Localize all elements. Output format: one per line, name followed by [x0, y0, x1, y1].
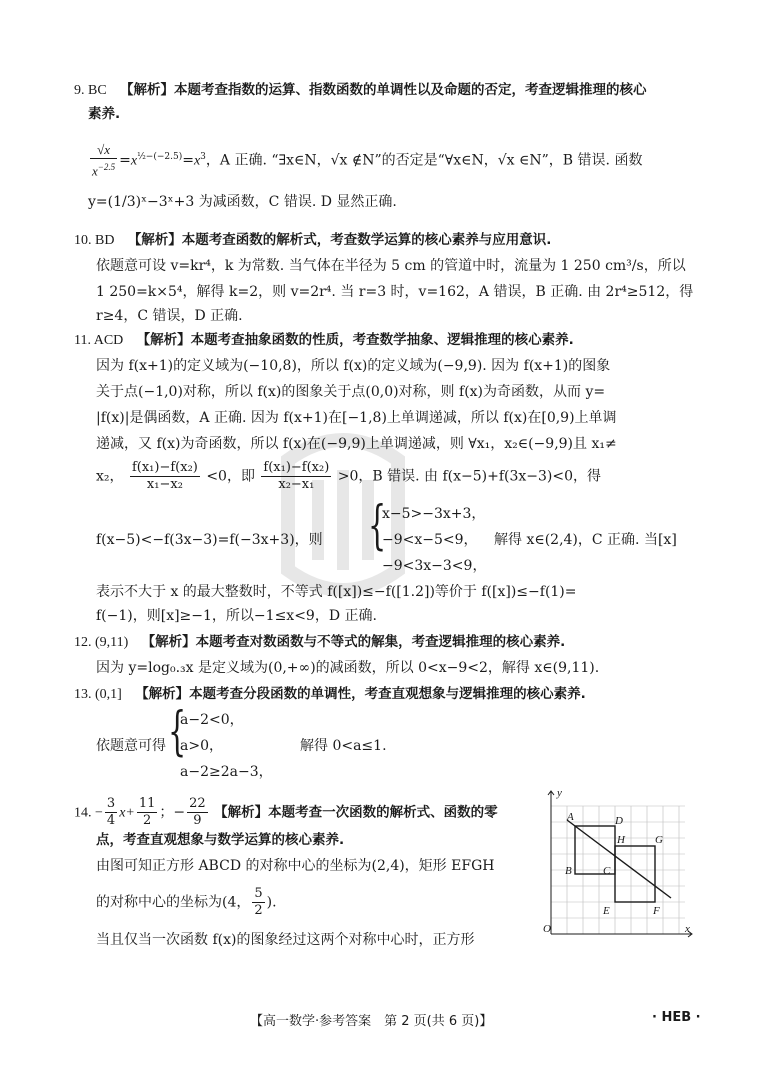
q11-system-1: x−5>−3x+3， — [382, 506, 486, 522]
q11-line7: 表示不大于 x 的最大整数时，不等式 f([x])≤−f([1.2])等价于 f([x])≤−f(1)= — [96, 584, 577, 600]
q10-line2: 1 250=k×5⁴，解得 k=2，则 v=2r⁴. 当 r=3 时，v=162，A 错误，B 正确. 由 2r⁴≥512，得 — [96, 284, 694, 300]
q14-mid: x+ — [119, 805, 135, 821]
q9-heading-cont: 素养. — [88, 106, 121, 122]
q11-line4: 递减，又 f(x)为奇函数，所以 f(x)在(−9,9)上单调递减，则 ∀x₁，x₂∈(−9,9)且 x₁≠ — [96, 436, 617, 452]
q14-fraction-4: $\frac{5}{2}$ — [254, 886, 263, 918]
q12-analysis-tag: 【解析】本题考查对数函数与不等式的解集，考查逻辑推理的核心素养. — [141, 634, 566, 650]
q11-line6-b: 解得 x∈(2,4)，C 正确. 当[x] — [494, 532, 677, 548]
q9-heading — [74, 80, 647, 101]
q9-line3: y=(1/3)ˣ−3ˣ+3 为减函数，C 错误. D 显然正确. — [88, 194, 397, 210]
q11-line8: f(−1)，则[x]≥−1，所以−1≤x<9，D 正确. — [96, 608, 377, 624]
q14-line2: 的对称中心的坐标为(4， $\frac{5}{2}$ ). — [96, 886, 277, 918]
q14-heading — [74, 796, 498, 832]
q11-line5 — [96, 460, 601, 496]
q11-system-2: −9<x−5<9， — [382, 532, 478, 548]
q13-system-2: a>0， — [180, 738, 223, 754]
q11-line5-a: x₂， — [96, 468, 124, 485]
q14-line3: 当且仅当一次函数 f(x)的图象经过这两个对称中心时，正方形 — [96, 932, 475, 948]
q13-analysis-tag: 【解析】本题考查分段函数的单调性，考查直观想象与逻辑推理的核心素养. — [135, 686, 586, 702]
q9-answer: 9. BC — [74, 83, 107, 98]
graph-label-f: F — [653, 905, 660, 917]
q10-analysis-tag: 【解析】本题考查函数的解析式，考查数学运算的核心素养与应用意识. — [127, 232, 552, 248]
q12-heading — [74, 632, 565, 653]
page-footer-code: · HEB · — [652, 1010, 701, 1025]
q13-result: 解得 0<a≤1. — [300, 738, 387, 754]
q13-heading — [74, 684, 586, 705]
q14-fraction-1: $\frac{3}{4}$ — [106, 796, 116, 828]
q13-system-3: a−2≥2a−3， — [180, 764, 273, 780]
q14-line1: 由图可知正方形 ABCD 的对称中心的坐标为(2,4)，矩形 EFGH — [96, 858, 495, 874]
q11-system-3: −9<3x−3<9， — [382, 558, 487, 574]
q11-heading — [74, 330, 574, 351]
graph-label-x: x — [685, 923, 690, 935]
q10-heading — [74, 230, 551, 251]
q11-line2: 关于点(−1,0)对称，所以 f(x)的图象关于点(0,0)对称，则 f(x)为奇函数，从而 y= — [96, 384, 606, 400]
q11-line5-c: >0，B 错误. 由 f(x−5)+f(3x−3)<0，得 — [337, 468, 602, 485]
q14-fraction-2: $\frac{11}{2}$ — [138, 796, 156, 828]
q14-separator: ；− — [159, 804, 186, 821]
q14-answer-prefix: 14. − — [74, 805, 103, 821]
q9-line2: $\frac{√x}{x^{-2.5}}$ $=x^{\frac{1}{2}-(-2.5)}=x^3$，A 正确. “∃x∈N，√x ∉N”的否定是“∀x∈N，√x ∈N”，B 错误. 函数 — [92, 142, 643, 179]
q14-analysis-tag: 【解析】本题考查一次函数的解析式、函数的零 — [214, 804, 498, 821]
graph-label-c: C — [603, 865, 611, 877]
q11-line3: |f(x)|是偶函数，A 正确. 因为 f(x+1)在[−1,8)上单调递减，所以 f(x)在[0,9)上单调 — [96, 410, 617, 426]
q11-line6-a: f(x−5)<−f(3x−3)=f(−3x+3)，则 — [96, 532, 323, 548]
q12-line1: 因为 y=log₀.₃x 是定义域为(0,+∞)的减函数，所以 0<x−9<2，解得 x∈(9,11). — [96, 660, 600, 676]
graph-label-a: A — [567, 811, 574, 823]
q13-answer: 13. (0,1] — [74, 687, 122, 702]
q10-answer: 10. BD — [74, 233, 115, 248]
graph-label-o: O — [543, 923, 551, 935]
q11-fraction-1: $\frac{\text{f(x₁)−f(x₂)}}{\text{x₁−x₂}}$ — [131, 460, 198, 492]
graph-label-y: y — [557, 787, 562, 799]
q13-system-brace: { — [168, 702, 187, 762]
graph-label-b: B — [565, 865, 572, 877]
q10-line1: 依题意可设 v=kr⁴，k 为常数. 当气体在半径为 5 cm 的管道中时，流量为 1 250 cm³/s，所以 — [96, 258, 686, 274]
rectangle-efgh — [615, 846, 655, 902]
graph-label-h: H — [617, 834, 625, 846]
q11-answer: 11. ACD — [74, 333, 124, 348]
q11-system-brace: { — [368, 496, 387, 556]
q9-fraction: $\frac{√x}{x^{-2.5}}$ — [92, 142, 116, 179]
q11-line5-b: <0，即 — [206, 468, 255, 485]
graph-label-e: E — [603, 905, 610, 917]
q14-fraction-3: $\frac{22}{9}$ — [189, 796, 206, 828]
graph-label-d: D — [615, 815, 623, 827]
q14-coordinate-graph — [535, 786, 695, 946]
q11-fraction-2: $\frac{\text{f(x₁)−f(x₂)}}{\text{x₂−x₁}}$ — [263, 460, 330, 492]
q11-analysis-tag: 【解析】本题考查抽象函数的性质，考查数学抽象、逻辑推理的核心素养. — [136, 332, 574, 348]
q9-analysis-tag: 【解析】本题考查指数的运算、指数函数的单调性以及命题的否定，考查逻辑推理的核心 — [120, 82, 647, 98]
q11-line1: 因为 f(x+1)的定义域为(−10,8)，所以 f(x)的定义域为(−9,9). 因为 f(x+1)的图象 — [96, 358, 611, 374]
graph-label-g: G — [655, 834, 663, 846]
q9-line2-text: ，A 正确. “∃x∈N，√x ∉N”的否定是“∀x∈N，√x ∈N”，B 错误. 函数 — [205, 152, 643, 169]
q12-answer: 12. (9,11) — [74, 635, 129, 650]
q14-heading-cont: 点，考查直观想象与数学运算的核心素养. — [96, 832, 345, 848]
q13-lead: 依题意可得 — [96, 738, 166, 754]
page-footer: 【高一数学·参考答案 第 2 页(共 6 页)】 — [250, 1014, 493, 1029]
q13-system-1: a−2<0， — [180, 712, 244, 728]
q10-line3: r≥4，C 错误，D 正确. — [96, 308, 243, 324]
